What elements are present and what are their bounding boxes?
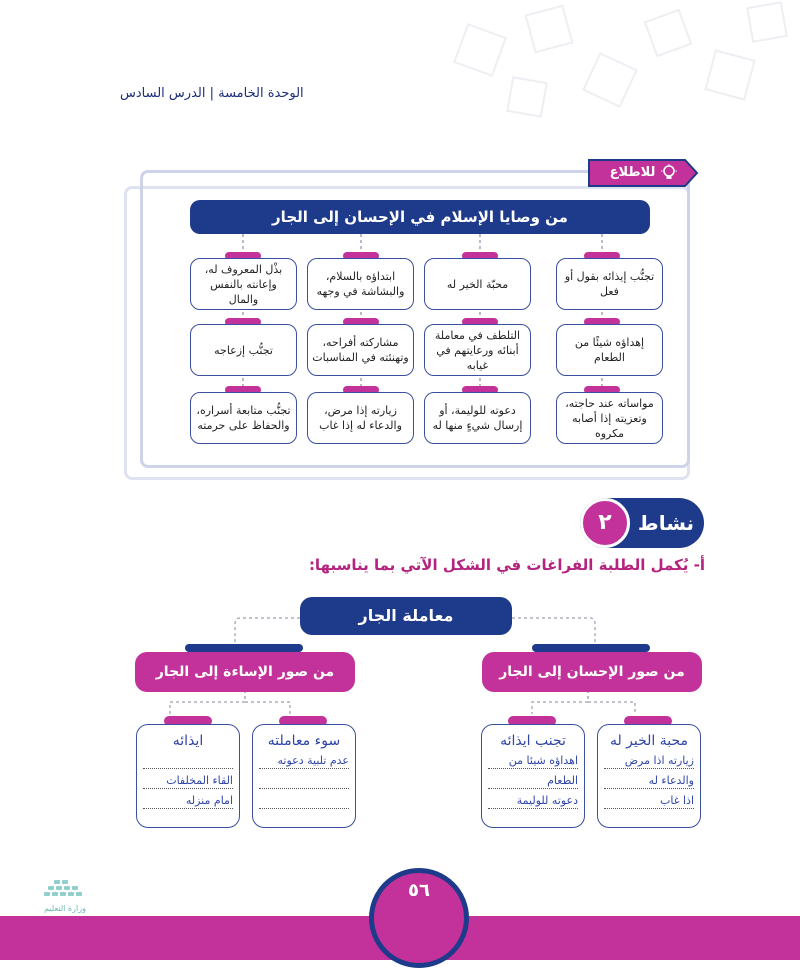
answer-line[interactable]: امام منزله [143,792,233,809]
answer-line[interactable]: الطعام [488,772,578,789]
page-number: ٥٦ [408,880,430,901]
tip-cell: تجنُّب إيذائه بقول أو فعل [556,258,663,310]
answer-heading: تجنب ايذائه [500,733,566,749]
tip-cell: إهداؤه شيئًا من الطعام [556,324,663,376]
tip-cell: تجنُّب متابعة أسراره، والحفاظ على حرمته [190,392,297,444]
answer-box[interactable] [252,724,356,828]
answer-line[interactable]: والدعاء له [604,772,694,789]
answer-line[interactable] [143,752,233,769]
ministry-logo-text: وزارة التعليم [44,904,86,913]
activity-label: نشاط [637,511,695,535]
tip-cell: التلطف في معاملة أبنائه ورعايتهم في غيابه [424,324,531,376]
answer-line[interactable]: زيارته اذا مرض [604,752,694,769]
answer-line[interactable]: اهداؤه شيئا من [488,752,578,769]
answer-line[interactable]: عدم تلبية دعوته [259,752,349,769]
tip-cell: تجنُّب إزعاجه [190,324,297,376]
answer-heading: ايذائه [172,733,204,749]
branch-bar [185,644,303,652]
answer-box[interactable] [136,724,240,828]
activity-instruction: أ- يُكمل الطلبة الفراغات في الشكل الآتي بما يناسبها: [308,556,705,574]
tip-cell: دعوته للوليمة، أو إرسال شيءٍ منها له [424,392,531,444]
lightbulb-icon [660,164,678,182]
tree-root: معاملة الجار [300,597,512,635]
tip-cell: بذْل المعروف له، وإعانته بالنفس والمال [190,258,297,310]
answer-line[interactable]: دعوته للوليمة [488,792,578,809]
branch-negative: من صور الإساءة إلى الجار [135,652,355,692]
answer-line[interactable] [259,792,349,809]
answer-line[interactable]: اذا غاب [604,792,694,809]
answer-heading: سوء معاملته [267,733,341,749]
tip-cell: مشاركته أفراحه، وتهنئته في المناسبات [307,324,414,376]
tip-cell: محبّة الخير له [424,258,531,310]
answer-box[interactable] [481,724,585,828]
branch-positive: من صور الإحسان إلى الجار [482,652,702,692]
answer-line[interactable]: القاء المخلفات [143,772,233,789]
tip-cell: مواساته عند حاجته، وتعزيته إذا أصابه مكروه [556,392,663,444]
answer-line[interactable] [259,772,349,789]
answer-heading: محبة الخير له [609,733,689,749]
info-tag-label: للاطلاع [609,165,656,180]
info-title: من وصايا الإسلام في الإحسان إلى الجار [190,200,650,234]
tip-cell: زيارته إذا مرض، والدعاء له إذا غاب [307,392,414,444]
breadcrumb: الوحدة الخامسة | الدرس السادس [120,86,304,101]
answer-box[interactable] [597,724,701,828]
activity-number: ٢ [580,498,630,548]
tip-cell: ابتداؤه بالسلام، والبشاشة في وجهه [307,258,414,310]
branch-bar [532,644,650,652]
background-pattern [420,0,800,140]
